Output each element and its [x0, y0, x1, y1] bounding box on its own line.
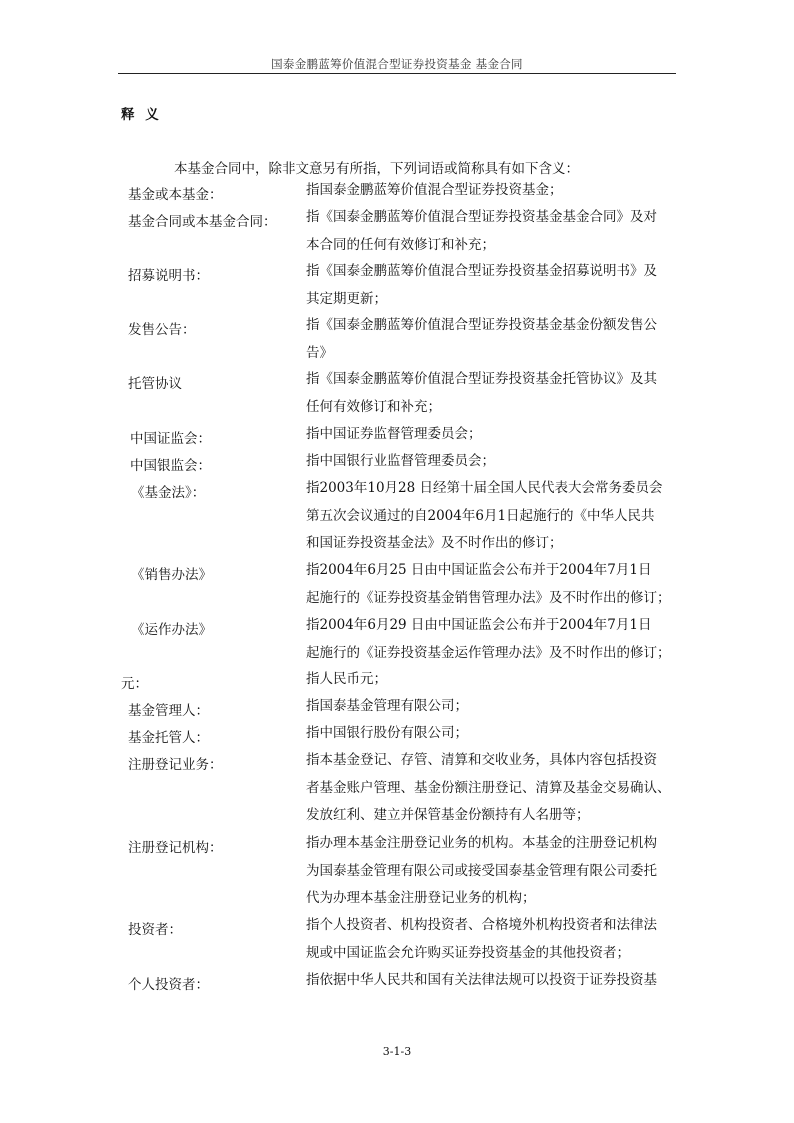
definition-line: 其定期更新；	[306, 290, 387, 307]
definition-line: 指2003年10月28 日经第十届全国人民代表大会常务委员会	[306, 480, 663, 496]
definition-line: 任何有效修订和补充；	[306, 398, 441, 415]
definition-term: 个人投资者：	[128, 977, 209, 993]
section-title: 释 义	[121, 107, 162, 123]
definition-text	[306, 204, 678, 259]
definition-line: 指《国泰金鹏蓝筹价值混合型证券投资基金托管协议》及其	[306, 371, 657, 387]
definition-line: 指国泰金鹏蓝筹价值混合型证券投资基金；	[306, 182, 563, 198]
definition-term: 基金托管人：	[128, 730, 209, 746]
definition-line: 指国泰基金管理有限公司；	[306, 698, 468, 714]
definition-text	[306, 557, 678, 612]
definition-line: 起施行的《证券投资基金运作管理办法》及不时作出的修订；	[306, 644, 671, 661]
definition-line: 指中国银行业监督管理委员会；	[306, 453, 495, 469]
header-divider	[118, 73, 676, 74]
definition-term: 《销售办法》	[131, 567, 212, 583]
definition-term: 中国证监会：	[130, 431, 211, 447]
definition-line: 指人民币元；	[306, 671, 387, 687]
definition-line: 为国泰基金管理有限公司或接受国泰基金管理有限公司委托	[306, 862, 657, 879]
definition-text	[306, 666, 678, 694]
definition-line: 指办理本基金注册登记业务的机构。本基金的注册登记机构	[306, 835, 657, 851]
definition-term: 投资者：	[128, 922, 182, 938]
definition-line: 指《国泰金鹏蓝筹价值混合型证券投资基金招募说明书》及	[306, 263, 657, 279]
intro-paragraph: 本基金合同中，除非文意另有所指，下列词语或简称具有如下含义：	[174, 161, 579, 177]
definition-text	[306, 448, 678, 476]
definition-term: 《基金法》：	[131, 485, 206, 501]
definition-text	[306, 912, 678, 967]
definition-line: 者基金账户管理、基金份额注册登记、清算及基金交易确认、	[306, 779, 671, 796]
definition-text	[306, 967, 678, 995]
definition-text	[306, 475, 678, 558]
definition-line: 指中国银行股份有限公司；	[306, 725, 468, 741]
definition-line: 本合同的任何有效修订和补充；	[306, 236, 495, 253]
definition-text	[306, 830, 678, 913]
definition-line: 指个人投资者、机构投资者、合格境外机构投资者和法律法	[306, 917, 657, 933]
definition-term: 注册登记业务：	[128, 757, 223, 773]
definition-term: 《运作办法》	[131, 622, 212, 638]
definition-text	[306, 747, 678, 830]
definition-text	[306, 612, 678, 667]
definition-term: 招募说明书：	[128, 268, 209, 284]
definition-line: 第五次会议通过的自2004年6月1日起施行的《中华人民共	[306, 507, 655, 524]
definition-term: 基金管理人：	[128, 703, 209, 719]
definition-term: 托管协议	[128, 376, 182, 392]
definition-line: 指《国泰金鹏蓝筹价值混合型证券投资基金基金合同》及对	[306, 209, 657, 225]
definition-line: 告》	[306, 344, 333, 361]
definition-text	[306, 177, 678, 205]
definition-text	[306, 693, 678, 721]
definition-text	[306, 258, 678, 313]
definition-text	[306, 720, 678, 748]
definition-text	[306, 366, 678, 421]
definition-line: 代为办理本基金注册登记业务的机构；	[306, 890, 536, 906]
running-header: 国泰金鹏蓝筹价值混合型证券投资基金 基金合同	[271, 57, 523, 71]
definition-term: 基金或本基金：	[128, 187, 223, 203]
definition-term: 发售公告：	[128, 322, 196, 338]
definition-term: 中国银监会：	[130, 458, 211, 474]
definition-line: 指2004年6月29 日由中国证监会公布并于2004年7月1日	[306, 617, 652, 633]
definition-line: 指依据中华人民共和国有关法律法规可以投资于证券投资基	[306, 972, 657, 988]
page-number: 3-1-3	[382, 1045, 412, 1058]
definition-text	[306, 312, 678, 367]
definition-line: 和国证券投资基金法》及不时作出的修订；	[306, 535, 563, 551]
definition-line: 指中国证券监督管理委员会；	[306, 426, 482, 442]
definition-term: 基金合同或本基金合同：	[128, 214, 277, 230]
definition-line: 指2004年6月25 日由中国证监会公布并于2004年7月1日	[306, 562, 652, 578]
definition-line: 指本基金登记、存管、清算和交收业务，具体内容包括投资	[306, 752, 657, 768]
definition-term: 元：	[121, 676, 148, 692]
definition-line: 起施行的《证券投资基金销售管理办法》及不时作出的修订；	[306, 589, 671, 606]
definition-line: 发放红利、建立并保管基金份额持有人名册等；	[306, 807, 590, 823]
definition-term: 注册登记机构：	[128, 840, 223, 856]
definition-text	[306, 421, 678, 449]
definition-line: 规或中国证监会允许购买证券投资基金的其他投资者；	[306, 944, 630, 961]
definition-line: 指《国泰金鹏蓝筹价值混合型证券投资基金基金份额发售公	[306, 317, 657, 333]
